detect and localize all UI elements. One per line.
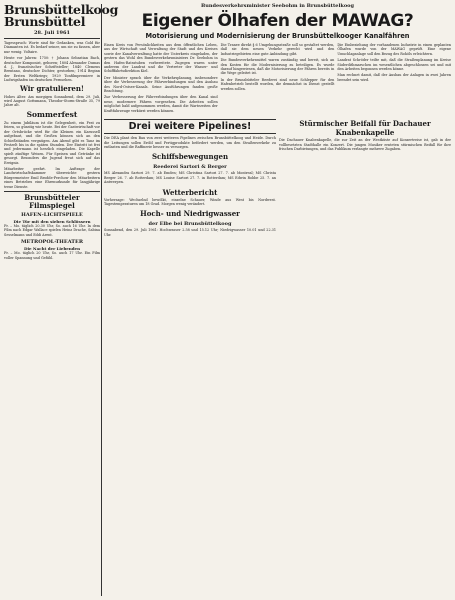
pipelines-heading: Drei weitere Pipelines!: [104, 119, 276, 134]
hochnied-heading: Hoch- und Niedrigwasser: [140, 209, 240, 219]
masthead-line-1: Brunsbüttelkoog: [4, 2, 119, 17]
hochnied-text: Sonnabend, den 29. Juli 1961: Hochwasser 2.58 und 15.12 Uhr; Niedrigwasser 10.01 und 22.31 Uhr.: [104, 228, 276, 237]
wetter-text: Vorhersage: Wechselnd bewölkt, einzelne Schauer, Winde aus West bis Nordwest. Tagestemperaturen um 18 Grad. Morgen wenig verändert.: [104, 197, 276, 206]
filmspiegel-metro-text: Fr. – Mo. täglich 20 Uhr, So. auch 17 Uhr. Ein Film voller Spannung und Gefühl.: [4, 251, 100, 260]
lead-articles: [104, 43, 451, 113]
hochnied-sub: der Elbe bei Brunsbüttelkoog: [148, 221, 232, 228]
left-column: [4, 2, 119, 598]
pipelines-text: Die DEA plant den Bau von zwei weiteren Pipelines zwischen Brunsbüttelkoog und Heide. Durch die Leitungen sollen Erdöl und Fertigprodukte befördert werden, um den Straßenverkehr zu entlasten und die Raffinerie besser zu versorgen.: [104, 136, 276, 149]
sommerfest-heading: Sommerfest: [26, 109, 78, 119]
filmspiegel-hafen: HAFEN-LICHTSPIELE: [21, 211, 83, 218]
filmspiegel-metro: METROPOL-THEATER: [20, 239, 83, 246]
article-3-p3: Man rechnet damit, daß der Ausbau der Anlagen in zwei Jahren beendet sein wird.: [337, 73, 452, 82]
subheadline: Motorisierung und Modernisierung der Brunsbüttelkooger Kanalfähren: [145, 32, 410, 40]
sturm-heading: Stürmischer Beifall für Dachauer Knabenkapelle: [299, 119, 431, 138]
issue-date: 28. Juli 1961: [34, 30, 70, 36]
article-2-p3: In der Brunsbütteler Reederei sind neue Schlepper für den Hafenbetrieb bestellt worden, die demnächst in Dienst gestellt werden sollen.: [220, 77, 335, 91]
article-1-p1: Einen Kreis von Persönlichkeiten aus dem öffentlichen Leben, aus der Wirtschaft und Verwaltung der Stadt und des Kreises sowie der Kanalverwaltung hatte der Unterkreis eingeladen, der gestern das Wohl des Bundesverkehrsministers Dr. Seebohm in den Hafen-Ratsstuben vorbereitete. Zugegen waren unter anderem der Landrat und die Vertreter der Wasser- und Schifffahrtsdirektion Kiel.: [104, 43, 218, 74]
masthead-line-2: Brunsbüttel: [4, 14, 86, 29]
kopfzeile: Bundesverkehrsminister Seebohm in Brunsbüttelkoog: [201, 3, 354, 9]
schiff-sub: Reederei Sartori & Berger: [153, 164, 227, 171]
main-column: [104, 2, 451, 598]
lower-right: [279, 116, 451, 237]
filmspiegel-heading: Brunsbütteler Filmspiegel: [24, 192, 80, 210]
filmspiegel-metro-title: Die Nacht der Liebenden: [24, 246, 80, 252]
filmspiegel-hafen-text: Fr. – Mo. täglich 20.30 Uhr, So. auch 16 Uhr. In dem Film nach Edgar Wallace spielen Heinz Drache, Sabina Sesselmann und Eddi Arent.: [4, 223, 100, 237]
mitarbeiter-text: Mitarbeiter geehrt. Im Auftrage der Landwirtschaftskammer überreichte gestern Bürgermeister Emil Brodde-Ferchow den Mitarbeitern eines Betriebes eine Ehrenurkunde für langjährige treue Dienste.: [4, 166, 100, 189]
article-3-p2: Landrat Schröder teilte mit, daß die Straßenplanung im Kreise Süderdithmarschen im wesentlichen abgeschlossen sei und mit den Arbeiten begonnen werden könne.: [337, 58, 452, 72]
lower-articles: [104, 116, 451, 237]
article-1: [104, 43, 218, 113]
headline: Eigener Ölhafen der MAWAG?: [141, 11, 414, 31]
article-1-p2: Der Minister sprach über die Verkehrsplanung, insbesondere über die Verbesserung der Fährverbindungen und den Ausbau des Nord-Ostsee-Kanals. Seine Ausführungen fanden große Beachtung.: [104, 75, 218, 94]
schiff-text: MS Alexandra Sartori 29. 7. ab Emden; MS Christina Sartori 27. 7. ab Montreal; MS Christa Berger 26. 7. ab Rotterdam; MS Louise Sartori 27. 7. in Rotterdam; MS Edwin Robbe 25. 7. an Antwerpen.: [104, 171, 276, 185]
article-2: [221, 43, 335, 113]
sturm-text: Die Dachauer Knabenkapelle, die zur Zeit an der Westküste auf Konzertreise ist, gab in der vollbesetzten Stadthalle ein Konzert. Die jungen Musiker ernteten stürmischen Beifall für ihre frischen Darbietungen, und das Publikum verlangte mehrere Zugaben.: [279, 138, 451, 151]
sommerfest-text: Zu einem Jubiläum ist die Gelegenheit, ein Fest zu feiern, so günstig wie heute. Bei der Gastwirtschaft vor der Ortsbrücke wird für die Kleinen ein Karussell aufgebaut, und die Großen können sich an den Schießständen vergnügen. Am Abend gibt es Tanz im Festzelt bis in die späten Stunden. Der Eintritt ist frei und jedermann ist herzlich eingeladen. Die Kapelle spielt zünftige Weisen. Für Speisen und Getränke ist gesorgt. Besonders die Jugend freut sich auf das Ereignis.: [4, 120, 100, 165]
article-2-p1: Die Tranee direkt § 6 Umgehungsstraße soll so gestaltet werden, daß sie dem neuen Verkehr gerecht wird und den Industriegebieten eine gute Anbindung gibt.: [220, 43, 335, 56]
article-1-p3: Zur Verbesserung der Fährverbindungen über den Kanal sind neue, modernere Fähren vorgesehen. Die Arbeiten sollen möglichst bald aufgenommen werden, damit die Wartezeiten der Kraftfahrzeuge verkürzt werden können.: [104, 95, 218, 113]
wetter-heading: Wetterbericht: [162, 187, 218, 197]
gratulieren-text: Hohes Alter. Am morgigen Sonnabend, dem 29. Juli, wird August Gottsmann, Theodor-Storm-Straße 35, 79 Jahre alt.: [4, 94, 100, 108]
article-2-p2: Die Bundesverkehrsmittel waren zuständig und bereit, sich an den Kosten für die Modernisierung zu beteiligen. Es wurde darauf hingewiesen, daß die Motorisierung der Fähren bereits in die Wege geleitet ist.: [220, 58, 335, 76]
article-3-p1: Die Einbeziehung der vorhandenen Industrie in einen geplanten Ölhafen wurde von der MAWAG geprüft. Eine eigene Umschlaganlage soll den Bezug des Rohöls erleichtern.: [337, 43, 452, 56]
divider: [4, 191, 100, 192]
article-3: [337, 43, 451, 113]
gratulieren-heading: Wir gratulieren!: [19, 83, 85, 93]
heute-vor-jahren: Heute vor Jahren: 1750: † Johann Sebastian Bach, deutscher Komponist, geboren; 1804 Alexander Dumas d. J., französischer Schriftsteller; 1840 Clemens Brentano, deutscher Dichter, gestorben; 1914 Beginn der Ersten Weltkriegs; 1929 Tonfilmpremiere in Ludwigshafen im deutschen Fernsehen.: [4, 56, 100, 83]
column-rule: [101, 4, 102, 596]
divider: [4, 38, 100, 39]
tagesspruch: Tagesspruch: Worte sind für Gedanken, was Gold für Diamanten ist. Es bedarf seiner, um sie zu fassen, aber nur wenig. Voltaire.: [4, 41, 100, 54]
schiff-heading: Schiffsbewegungen: [151, 152, 229, 162]
filmspiegel-hafen-title: Die Tür mit den sieben Schlössern: [13, 218, 91, 224]
lower-left: [104, 116, 276, 237]
